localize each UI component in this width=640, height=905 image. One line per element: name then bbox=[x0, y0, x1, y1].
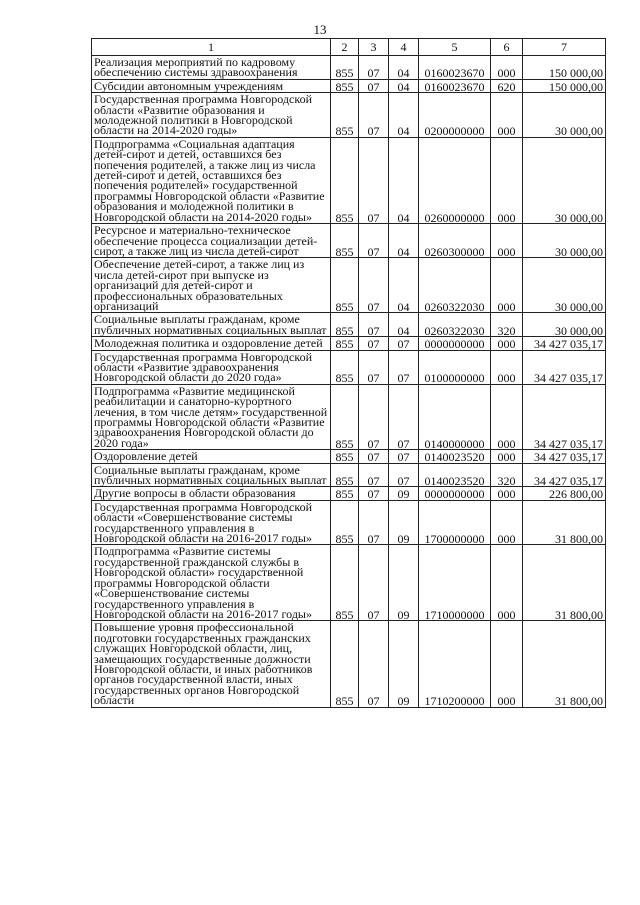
row-name: Социальные выплаты гражданам, кроме публичных нормативных социальных выплат bbox=[92, 463, 331, 487]
expense-type-code: 000 bbox=[491, 621, 523, 707]
subsection-code: 07 bbox=[389, 384, 419, 449]
amount: 31 800,00 bbox=[523, 545, 606, 621]
header-row bbox=[92, 39, 606, 56]
table-row bbox=[92, 463, 606, 487]
header-cell: 7 bbox=[523, 39, 606, 56]
amount: 30 000,00 bbox=[523, 137, 606, 223]
admin-code: 855 bbox=[331, 224, 359, 258]
target-article-code: 0140023520 bbox=[419, 463, 491, 487]
section-code: 07 bbox=[359, 384, 389, 449]
target-article-code: 0260000000 bbox=[419, 137, 491, 223]
target-article-code: 0140023520 bbox=[419, 450, 491, 463]
table-row bbox=[92, 258, 606, 313]
amount: 150 000,00 bbox=[523, 56, 606, 80]
subsection-code: 04 bbox=[389, 258, 419, 313]
section-code: 07 bbox=[359, 350, 389, 384]
amount: 34 427 035,17 bbox=[523, 384, 606, 449]
section-code: 07 bbox=[359, 450, 389, 463]
subsection-code: 09 bbox=[389, 545, 419, 621]
expense-type-code: 320 bbox=[491, 463, 523, 487]
table-row bbox=[92, 545, 606, 621]
row-name: Ресурсное и материально-техническое обеспечение процесса социализации детей-сирот, а также лиц из числа детей-сирот bbox=[92, 224, 331, 258]
expense-type-code: 000 bbox=[491, 224, 523, 258]
section-code: 07 bbox=[359, 621, 389, 707]
table-row bbox=[92, 56, 606, 80]
table-body bbox=[92, 56, 606, 708]
admin-code: 855 bbox=[331, 56, 359, 80]
amount: 34 427 035,17 bbox=[523, 450, 606, 463]
header-cell: 1 bbox=[92, 39, 331, 56]
table-row bbox=[92, 137, 606, 223]
section-code: 07 bbox=[359, 313, 389, 337]
amount: 30 000,00 bbox=[523, 93, 606, 138]
expense-type-code: 000 bbox=[491, 384, 523, 449]
target-article-code: 0100000000 bbox=[419, 350, 491, 384]
expense-type-code: 320 bbox=[491, 313, 523, 337]
expense-type-code: 000 bbox=[491, 545, 523, 621]
target-article-code: 0260322030 bbox=[419, 258, 491, 313]
amount: 226 800,00 bbox=[523, 487, 606, 500]
admin-code: 855 bbox=[331, 79, 359, 92]
admin-code: 855 bbox=[331, 450, 359, 463]
admin-code: 855 bbox=[331, 487, 359, 500]
subsection-code: 09 bbox=[389, 621, 419, 707]
header-cell: 3 bbox=[359, 39, 389, 56]
row-name: Подпрограмма «Социальная адаптация детей-сирот и детей, оставшихся без попечения родителей, а также лиц из числа детей-сирот и детей, оставшихся без попечения родителей» государственной программы Новгородской области «Развитие образования и молодежной политики в Новгородской области на 2014-2020 годы» bbox=[92, 137, 331, 223]
table-row bbox=[92, 79, 606, 92]
amount: 34 427 035,17 bbox=[523, 337, 606, 350]
subsection-code: 07 bbox=[389, 337, 419, 350]
expense-type-code: 000 bbox=[491, 350, 523, 384]
expense-type-code: 000 bbox=[491, 258, 523, 313]
header-cell: 2 bbox=[331, 39, 359, 56]
expense-type-code: 000 bbox=[491, 487, 523, 500]
subsection-code: 04 bbox=[389, 93, 419, 138]
amount: 30 000,00 bbox=[523, 224, 606, 258]
subsection-code: 09 bbox=[389, 487, 419, 500]
section-code: 07 bbox=[359, 224, 389, 258]
amount: 31 800,00 bbox=[523, 500, 606, 545]
subsection-code: 09 bbox=[389, 500, 419, 545]
target-article-code: 1710000000 bbox=[419, 545, 491, 621]
table-row bbox=[92, 93, 606, 138]
admin-code: 855 bbox=[331, 313, 359, 337]
amount: 34 427 035,17 bbox=[523, 463, 606, 487]
admin-code: 855 bbox=[331, 384, 359, 449]
row-name: Государственная программа Новгородской области «Развитие здравоохранения Новгородской области до 2020 года» bbox=[92, 350, 331, 384]
table-row bbox=[92, 337, 606, 350]
subsection-code: 04 bbox=[389, 79, 419, 92]
expense-type-code: 000 bbox=[491, 500, 523, 545]
target-article-code: 0260300000 bbox=[419, 224, 491, 258]
admin-code: 855 bbox=[331, 463, 359, 487]
target-article-code: 0160023670 bbox=[419, 56, 491, 80]
amount: 31 800,00 bbox=[523, 621, 606, 707]
target-article-code: 0140000000 bbox=[419, 384, 491, 449]
section-code: 07 bbox=[359, 258, 389, 313]
row-name: Обеспечение детей-сирот, а также лиц из числа детей-сирот при выпуске из организаций для детей-сирот и профессиональных образовательных организаций bbox=[92, 258, 331, 313]
table-row bbox=[92, 350, 606, 384]
row-name: Социальные выплаты гражданам, кроме публичных нормативных социальных выплат bbox=[92, 313, 331, 337]
table-row bbox=[92, 224, 606, 258]
row-name: Повышение уровня профессиональной подготовки государственных гражданских служащих Новгородской области, лиц, замещающих государственные должности Новгородской области, и иных работников органов государственной власти, иных государственных органов Новгородской области bbox=[92, 621, 331, 707]
row-name: Оздоровление детей bbox=[92, 450, 331, 463]
subsection-code: 04 bbox=[389, 137, 419, 223]
expense-type-code: 000 bbox=[491, 337, 523, 350]
target-article-code: 0260322030 bbox=[419, 313, 491, 337]
subsection-code: 04 bbox=[389, 224, 419, 258]
target-article-code: 0200000000 bbox=[419, 93, 491, 138]
target-article-code: 0000000000 bbox=[419, 487, 491, 500]
subsection-code: 07 bbox=[389, 463, 419, 487]
row-name: Государственная программа Новгородской области «Развитие образования и молодежной политики в Новгородской области на 2014-2020 годы» bbox=[92, 93, 331, 138]
row-name: Молодежная политика и оздоровление детей bbox=[92, 337, 331, 350]
page-number: 13 bbox=[313, 22, 327, 37]
section-code: 07 bbox=[359, 463, 389, 487]
target-article-code: 0160023670 bbox=[419, 79, 491, 92]
admin-code: 855 bbox=[331, 258, 359, 313]
row-name: Подпрограмма «Развитие системы государственной гражданской службы в Новгородской области» государственной программы Новгородской области «Совершенствование системы государственного управления в Новгородской области на 2016-2017 годы» bbox=[92, 545, 331, 621]
budget-table bbox=[91, 38, 606, 708]
section-code: 07 bbox=[359, 500, 389, 545]
admin-code: 855 bbox=[331, 350, 359, 384]
section-code: 07 bbox=[359, 137, 389, 223]
target-article-code: 1710200000 bbox=[419, 621, 491, 707]
row-name: Подпрограмма «Развитие медицинской реабилитации и санаторно-курортного лечения, в том числе детям» государственной программы Новгородской области «Развитие здравоохранения Новгородской области до 2020 года» bbox=[92, 384, 331, 449]
admin-code: 855 bbox=[331, 93, 359, 138]
header-cell: 4 bbox=[389, 39, 419, 56]
admin-code: 855 bbox=[331, 621, 359, 707]
expense-type-code: 620 bbox=[491, 79, 523, 92]
expense-type-code: 000 bbox=[491, 450, 523, 463]
amount: 34 427 035,17 bbox=[523, 350, 606, 384]
row-name: Реализация мероприятий по кадровому обеспечению системы здравоохранения bbox=[92, 56, 331, 80]
section-code: 07 bbox=[359, 337, 389, 350]
subsection-code: 07 bbox=[389, 350, 419, 384]
table-row bbox=[92, 621, 606, 707]
row-name: Субсидии автономным учреждениям bbox=[92, 79, 331, 92]
amount: 150 000,00 bbox=[523, 79, 606, 92]
expense-type-code: 000 bbox=[491, 137, 523, 223]
table-row bbox=[92, 487, 606, 500]
section-code: 07 bbox=[359, 56, 389, 80]
table-row bbox=[92, 384, 606, 449]
table-row bbox=[92, 450, 606, 463]
subsection-code: 04 bbox=[389, 56, 419, 80]
subsection-code: 07 bbox=[389, 450, 419, 463]
admin-code: 855 bbox=[331, 545, 359, 621]
amount: 30 000,00 bbox=[523, 313, 606, 337]
section-code: 07 bbox=[359, 487, 389, 500]
table-row bbox=[92, 500, 606, 545]
admin-code: 855 bbox=[331, 500, 359, 545]
amount: 30 000,00 bbox=[523, 258, 606, 313]
row-name: Государственная программа Новгородской области «Совершенствование системы государственного управления в Новгородской области на 2016-2017 годы» bbox=[92, 500, 331, 545]
expense-type-code: 000 bbox=[491, 56, 523, 80]
table-row bbox=[92, 313, 606, 337]
section-code: 07 bbox=[359, 93, 389, 138]
subsection-code: 04 bbox=[389, 313, 419, 337]
header-cell: 5 bbox=[419, 39, 491, 56]
section-code: 07 bbox=[359, 545, 389, 621]
section-code: 07 bbox=[359, 79, 389, 92]
header-cell: 6 bbox=[491, 39, 523, 56]
expense-type-code: 000 bbox=[491, 93, 523, 138]
row-name: Другие вопросы в области образования bbox=[92, 487, 331, 500]
admin-code: 855 bbox=[331, 137, 359, 223]
target-article-code: 0000000000 bbox=[419, 337, 491, 350]
admin-code: 855 bbox=[331, 337, 359, 350]
target-article-code: 1700000000 bbox=[419, 500, 491, 545]
